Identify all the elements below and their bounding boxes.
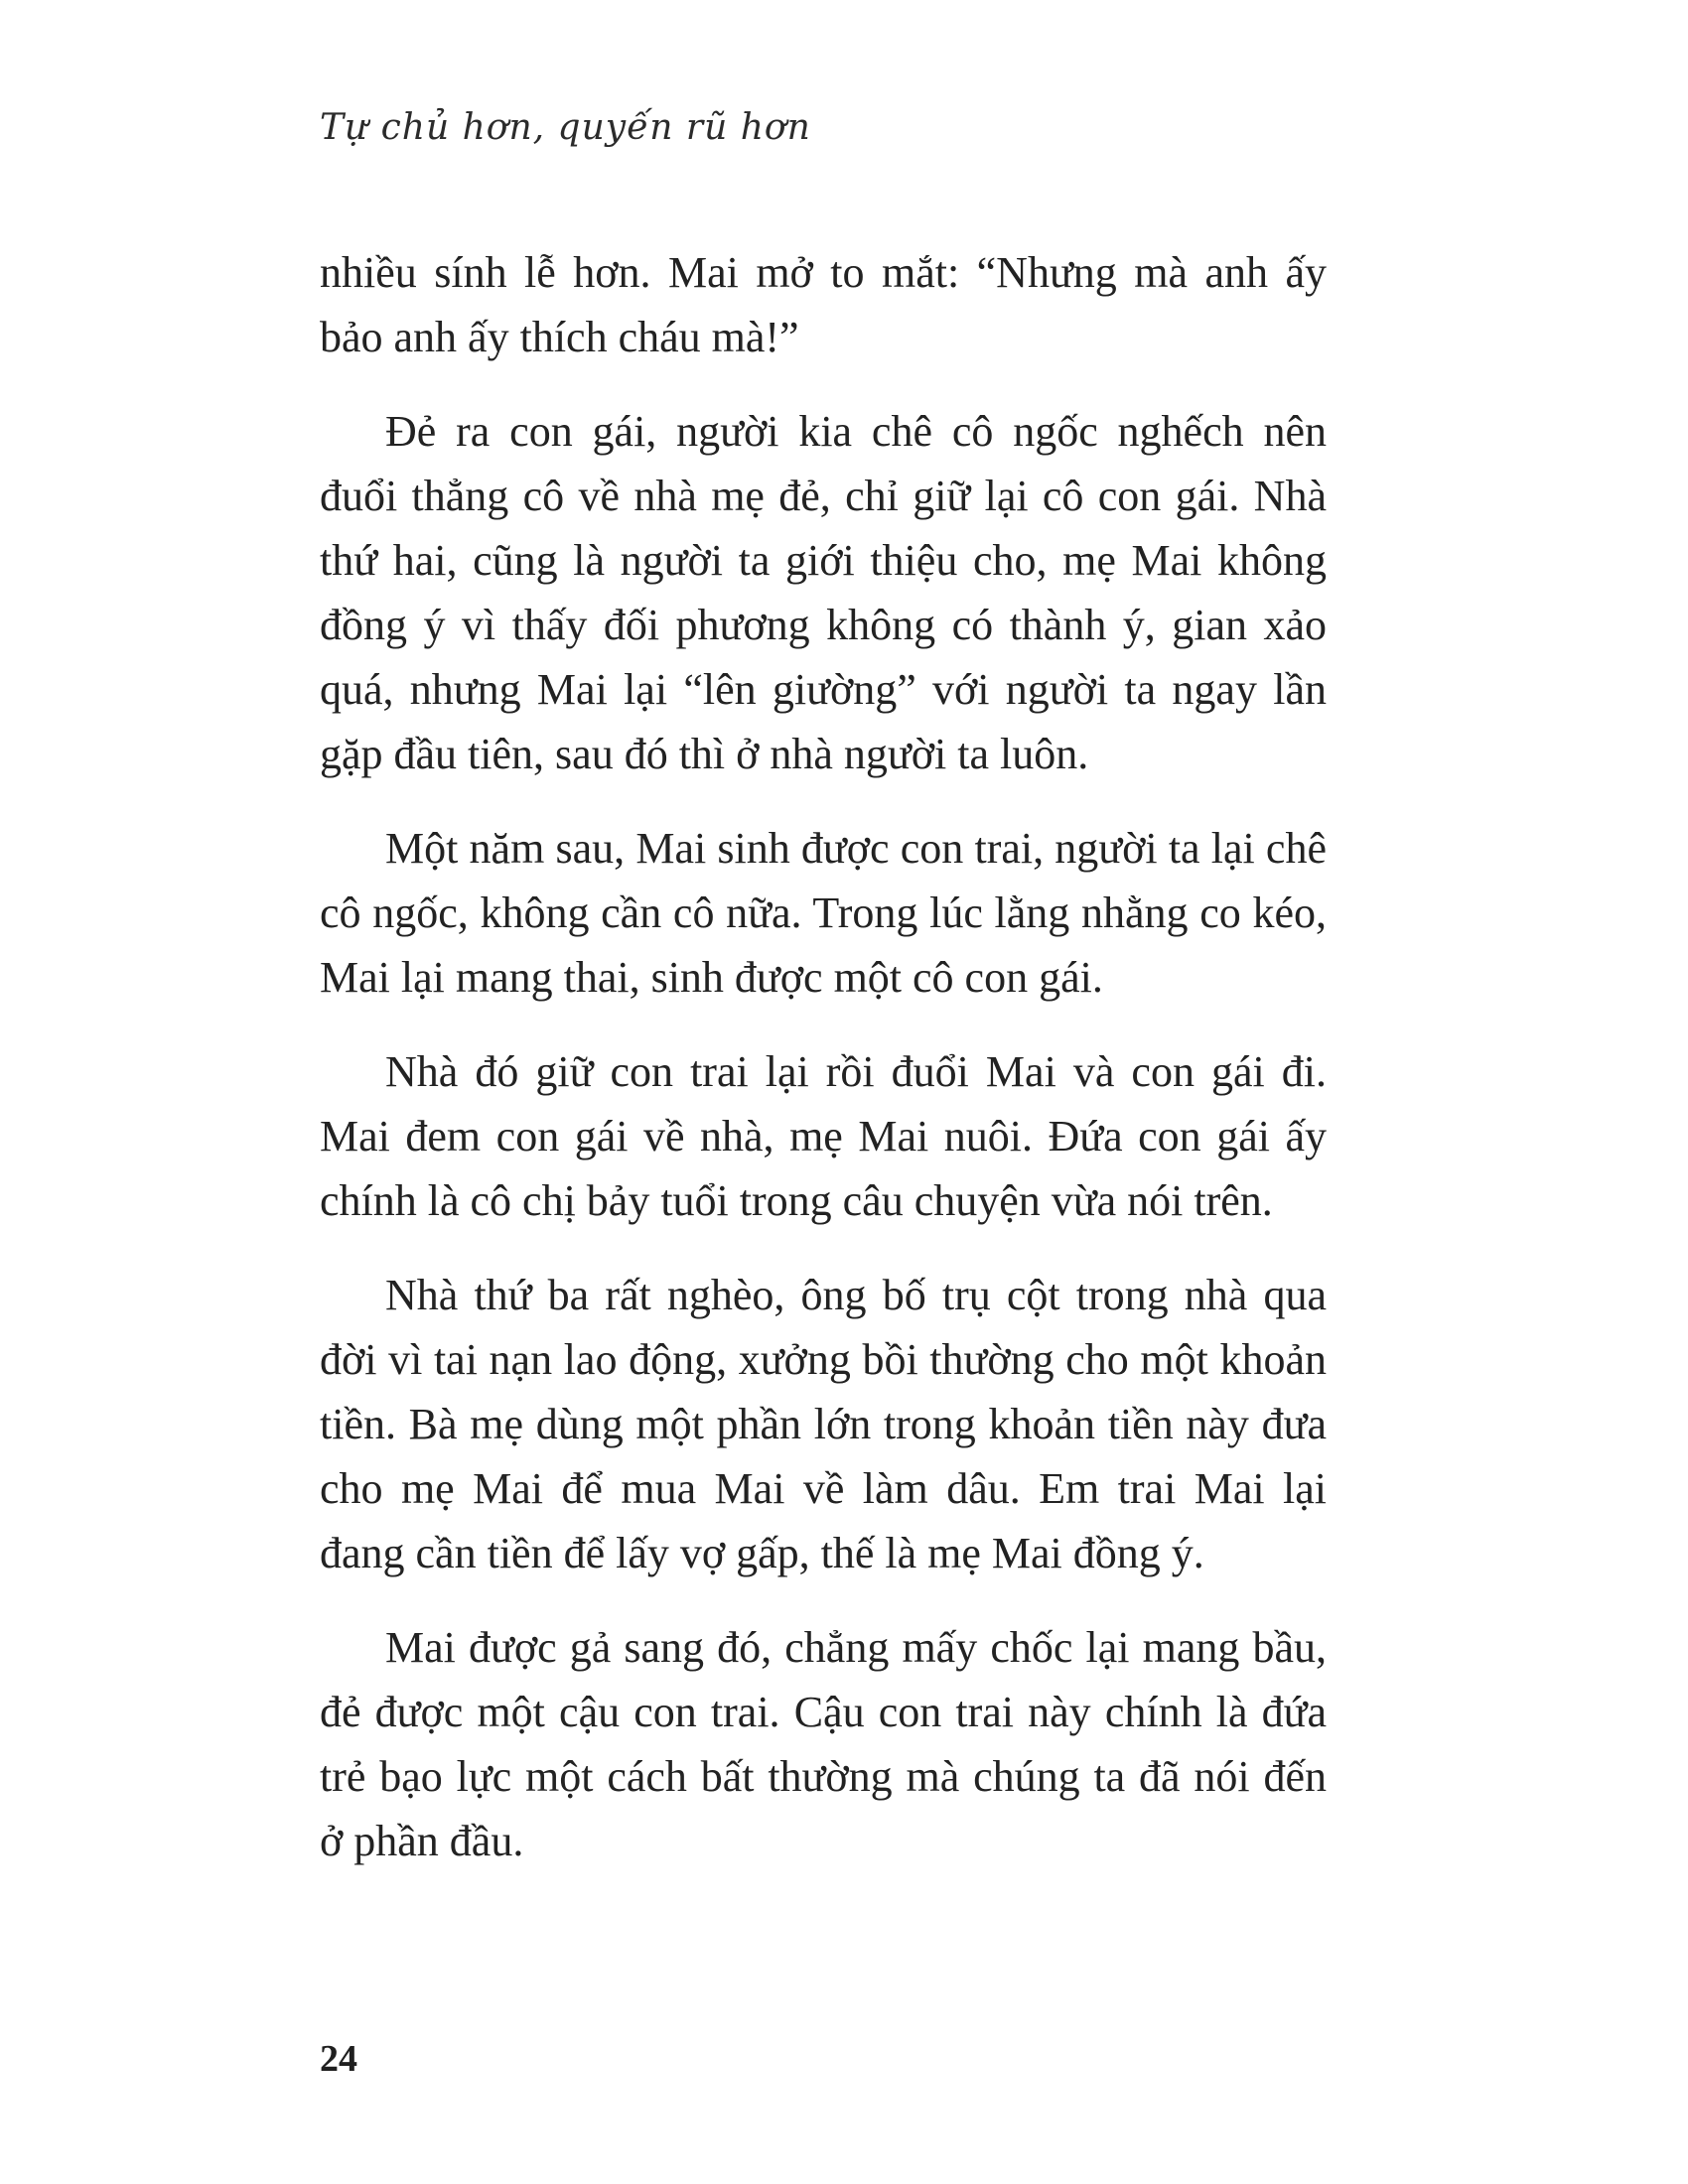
paragraph: Mai được gả sang đó, chẳng mấy chốc lại mang bầu, đẻ được một cậu con trai. Cậu con trai này chính là đứa trẻ bạo lực một cách bất thường mà chúng ta đã nói đến ở phần đầu. [320, 1623, 1327, 1865]
paragraph: nhiều sính lễ hơn. Mai mở to mắt: “Nhưng mà anh ấy bảo anh ấy thích cháu mà!” [320, 248, 1327, 361]
paragraph: Đẻ ra con gái, người kia chê cô ngốc nghếch nên đuổi thẳng cô về nhà mẹ đẻ, chỉ giữ lại cô con gái. Nhà thứ hai, cũng là người ta giới thiệu cho, mẹ Mai không đồng ý vì thấy đối phương không có thành ý, gian xảo quá, nhưng Mai lại “lên giường” với người ta ngay lần gặp đầu tiên, sau đó thì ở nhà người ta luôn. [320, 407, 1327, 778]
running-header: Tự chủ hơn, quyến rũ hơn [320, 107, 811, 148]
paragraph: Nhà thứ ba rất nghèo, ông bố trụ cột trong nhà qua đời vì tai nạn lao động, xưởng bồi thường cho một khoản tiền. Bà mẹ dùng một phần lớn trong khoản tiền này đưa cho mẹ Mai để mua Mai về làm dâu. Em trai Mai lại đang cần tiền để lấy vợ gấp, thế là mẹ Mai đồng ý. [320, 1271, 1327, 1577]
body-text [320, 240, 1327, 1903]
paragraph: Nhà đó giữ con trai lại rồi đuổi Mai và con gái đi. Mai đem con gái về nhà, mẹ Mai nuôi. Đứa con gái ấy chính là cô chị bảy tuổi trong câu chuyện vừa nói trên. [320, 1047, 1327, 1225]
paragraph: Một năm sau, Mai sinh được con trai, người ta lại chê cô ngốc, không cần cô nữa. Trong lúc lằng nhằng co kéo, Mai lại mang thai, sinh được một cô con gái. [320, 824, 1327, 1002]
page-number: 24 [320, 2038, 357, 2080]
